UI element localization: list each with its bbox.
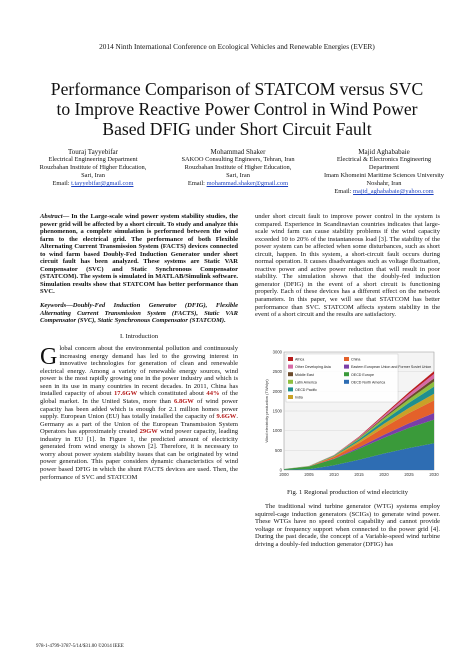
abstract-text: — In the Large-scale wind power system stability studies, the power grid will be affected by a short circuit. To study and analyze this phenomenon, a complete simulation is performed between the wind farm to the electrical grid. The performance of both Flexible Alternating Current Transmission System (FACTS) devices connected to wind farm based Doubly-Fed Induction Generator under short circuit fault has been analyzed. These systems are Static VAR Compensator (SVC) and Static Synchronous Compensator (STATCOM). The system is simulated in MATLAB/Simulink software. Simulation results show that STATCOM has better performance than SVC. xyxy=(40,213,238,296)
email-label: Email: xyxy=(187,180,205,187)
right-column-bottom xyxy=(255,503,440,548)
left-column xyxy=(40,213,238,481)
legend-swatch xyxy=(344,357,349,361)
legend-label: China xyxy=(351,357,361,362)
title-line-3: Based DFIG under Short Circuit Fault xyxy=(102,119,372,139)
legend-swatch xyxy=(288,387,293,391)
author-affiliation: Electrical Engineering Department xyxy=(48,156,138,163)
intro-text: . Germany as a part of the Union of the European Transmission System Operators has approximately created xyxy=(40,413,238,436)
y-tick-label: 1000 xyxy=(272,428,282,434)
legend-label: OECD Pacific xyxy=(295,388,317,392)
author-email-line xyxy=(28,180,158,188)
figure-caption: Fig. 1 Regional production of wind electricity xyxy=(286,489,409,496)
y-tick-label: 1500 xyxy=(272,408,282,414)
title-line-1: Performance Comparison of STATCOM versus SVC xyxy=(50,79,424,99)
author-3 xyxy=(316,148,452,196)
legend-swatch xyxy=(344,372,349,376)
section-heading: I. Introduction xyxy=(119,332,159,340)
author-1 xyxy=(28,148,158,188)
intro-paragraph xyxy=(40,345,238,481)
legend-label: Eastern European Union and Former Soviet Union xyxy=(351,365,432,370)
y-axis-label: Wind electricity production (TWh/yr) xyxy=(264,379,269,443)
abstract-label: Abstract xyxy=(40,213,63,220)
annotation-highlight: 44% xyxy=(206,390,220,398)
intro-text: of the global market. In the United States, more than xyxy=(40,390,238,406)
paper-title xyxy=(20,79,454,139)
author-affiliation: Sari, Iran xyxy=(81,172,105,179)
legend-swatch xyxy=(344,380,349,384)
y-tick-label: 3000 xyxy=(272,349,282,355)
x-tick-label: 2005 xyxy=(304,472,314,477)
keywords xyxy=(40,302,238,325)
x-tick-label: 2015 xyxy=(354,472,364,477)
author-email-line xyxy=(168,180,308,188)
drop-cap: G xyxy=(40,344,58,371)
annotation-highlight: 17.6GW xyxy=(114,390,138,398)
right-paragraph-2: The traditional wind turbine generator (WTG) systems employ squirrel-cage induction generators (SCIGs) to generate wind power. These WTGs have no speed control capability and cannot provide voltage or frequency support when connected to the power grid [4]. During the past decade, the concept of a Variable-speed wind turbine driving a doubly-fed induction generator (DFIG) has xyxy=(255,503,440,548)
author-affiliation: Rouzbahan Institute of Higher Education, xyxy=(39,164,147,171)
annotation-highlight: 9.6GW xyxy=(216,413,237,421)
email-label: Email: xyxy=(334,188,352,195)
author-affiliation: Electrical & Electronics Engineering xyxy=(336,156,432,163)
intro-text: lobal concern about the environmental pollution and continuously increasing energy demand has led to the growing interest in innovative technologies for generation of clean and renewable electrical energy. Among a variety of renewable energy sources, wind power is the most rapidly growing one in the power industry and which is seen in its use in many countries in recent decades. In 2011, China has installed capacity of about xyxy=(40,345,238,398)
author-affiliation: Department xyxy=(368,164,400,171)
legend-label: India xyxy=(295,395,303,400)
legend-label: Other Developing Asia xyxy=(295,365,331,370)
legend-swatch xyxy=(288,357,293,361)
annotation-highlight: 29GW xyxy=(139,428,158,436)
author-affiliation: Rouzbahan Institute of Higher Education, xyxy=(184,164,292,171)
keywords-label: Keywords— xyxy=(40,302,73,310)
intro-text: of wind power capacity has been added which is enough for 2.1 million homes power supply. European Union (EU) has totally installed the capacity of xyxy=(40,398,238,421)
legend-label: Latin America xyxy=(295,380,317,385)
conference-header: 2014 Ninth International Conference on Ecological Vehicles and Renewable Energies (EVER) xyxy=(99,42,375,51)
legend-label: OECD North America xyxy=(351,380,386,385)
footer-copyright: 978-1-4799-3787-5/14/$31.00 ©2014 IEEE xyxy=(36,644,124,649)
y-tick-label: 0 xyxy=(279,467,282,473)
legend-label: OECD Europe xyxy=(351,372,374,377)
abstract xyxy=(40,213,238,296)
author-affiliation: Sari, Iran xyxy=(226,172,250,179)
author-email-link[interactable]: t.tayyebifar@gmail.com xyxy=(71,180,134,187)
y-tick-label: 2000 xyxy=(272,388,282,394)
title-line-2: to Improve Reactive Power Control in Wind Power xyxy=(56,99,418,119)
right-paragraph-1: under short circuit fault to improve power control in the system is compared. Experience in Scandinavian countries indicates that large-scale wind farm can cause stability problems if the wind capacity exceeded 10 to 20% of the instantaneous load [3]. The stability of the power system can be affected when some disturbances, such as short circuit, happen. In this system, a short-circuit fault occurs during normal operation. It causes disadvantages such as voltage fluctuation, reactive power and active power reduction that will result in poor stability. The simulation shows that the doubly-fed induction generator (DFIG) in the event of a short circuit is functioning properly. Each of these devices has a different effect on the network parameters. In this paper, we will see that STATCOM has better performance than SVC. STATCOM affects system stability in the event of a short circuit and the results are satisfactory. xyxy=(255,213,440,319)
legend-swatch xyxy=(288,372,293,376)
author-affiliation: Noshahr, Iran xyxy=(366,180,402,187)
y-tick-label: 500 xyxy=(275,447,282,453)
intro-text: wind power capacity, leading industry in EU [1]. In Figure 1, the predicted amount of electricity generated from wind energy is shown [2]. Therefore, it is necessary to worry about power system stability issues that can be originated by wind power generation. This paper considers dynamic characteristics of wind power based DFIG in which the shunt FACTS devices are used. Then, the performance of SVC and STATCOM xyxy=(40,428,238,481)
keywords-text: Doubly-Fed Induction Generator (DFIG), Flexible Alternating Current Transmission System (FACTS), Static VAR Compensator (SVC), Static Synchronous Compensator (STATCOM). xyxy=(40,302,238,325)
wind-production-chart xyxy=(262,348,440,486)
x-tick-label: 2010 xyxy=(329,472,339,477)
author-affiliation: Imam Khomeini Maritime Sciences University xyxy=(324,172,444,179)
author-email-link[interactable]: mohammad.shaker@gmail.com xyxy=(206,180,289,187)
x-tick-label: 2025 xyxy=(404,472,414,477)
x-tick-label: 2030 xyxy=(429,472,439,477)
x-tick-label: 2000 xyxy=(279,472,289,477)
author-name: Majid Aghababaie xyxy=(358,148,410,156)
annotation-highlight: 6.8GW xyxy=(174,398,194,406)
intro-text: which constituted about xyxy=(137,390,207,398)
author-block xyxy=(28,148,448,204)
legend-label: Africa xyxy=(295,357,305,362)
author-2 xyxy=(168,148,308,188)
right-column-top xyxy=(255,213,440,319)
legend-swatch xyxy=(288,395,293,399)
y-tick-label: 2500 xyxy=(272,369,282,375)
author-affiliation: SAKOO Consulting Engineers, Tehran, Iran xyxy=(181,156,295,163)
legend-swatch xyxy=(288,365,293,369)
legend-label: Middle East xyxy=(295,372,314,377)
legend-swatch xyxy=(288,380,293,384)
author-name: Mohammad Shaker xyxy=(210,148,266,156)
author-name: Touraj Tayyebifar xyxy=(67,148,118,156)
author-email-link[interactable]: majid_aghababaie@yahoo.com xyxy=(353,188,434,195)
x-tick-label: 2020 xyxy=(379,472,389,477)
author-email-line xyxy=(316,188,452,196)
legend-swatch xyxy=(344,365,349,369)
email-label: Email: xyxy=(52,180,70,187)
